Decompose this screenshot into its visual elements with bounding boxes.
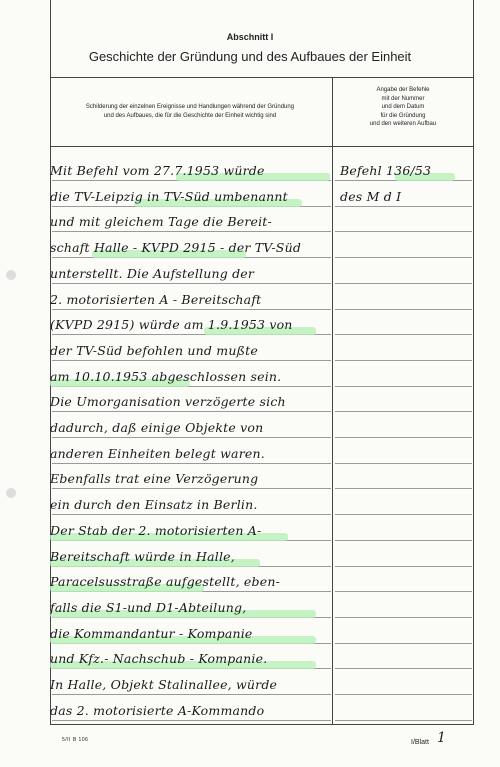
right-column-header	[334, 86, 472, 129]
ruled-line-left	[52, 488, 331, 489]
handwritten-line: das 2. motorisierte A-Kommando	[50, 703, 265, 718]
ruled-line-right	[335, 566, 472, 567]
sheet-label: I/Blatt	[411, 739, 429, 746]
handwritten-line: dadurch, daß einige Objekte von	[50, 420, 264, 435]
right-border	[473, 0, 474, 724]
ruled-line-left	[52, 360, 331, 361]
section-label: Abschnitt I	[226, 32, 274, 42]
ruled-line-left	[52, 309, 331, 310]
handwritten-line: falls die S1-und D1-Abteilung,	[50, 600, 247, 615]
right-column-header-line: mit der Nummer	[381, 95, 425, 102]
ruled-line-right	[335, 591, 472, 592]
bottom-rule	[50, 724, 474, 725]
sheet-number: 1	[437, 730, 446, 746]
handwritten-line: 2. motorisierten A - Bereitschaft	[50, 292, 262, 307]
ruled-line-left	[52, 694, 331, 695]
handwritten-line: und Kfz.- Nachschub - Kompanie.	[50, 651, 268, 666]
ruled-line-left	[52, 463, 331, 464]
handwritten-line: In Halle, Objekt Stalinallee, würde	[50, 677, 278, 692]
ruled-line-left	[52, 514, 331, 515]
handwritten-line: der TV-Süd befohlen und mußte	[50, 343, 258, 358]
ruled-line-right	[335, 309, 472, 310]
right-column-header-line: und dem Datum	[381, 104, 425, 110]
handwritten-line: die TV-Leipzig in TV-Süd umbenannt	[50, 189, 288, 204]
ruled-line-left	[52, 231, 331, 232]
handwritten-line: Ebenfalls trat eine Verzögerung	[50, 471, 259, 486]
handwritten-line: schaft Halle - KVPD 2915 - der TV-Süd	[50, 240, 302, 255]
ruled-line-right	[335, 360, 472, 361]
ruled-line-right	[335, 617, 472, 618]
right-column-header-line: für die Gründung	[380, 112, 426, 119]
handwritten-line: Bereitschaft würde in Halle,	[50, 549, 235, 564]
ruled-line-right	[335, 257, 472, 258]
ruled-line-right	[335, 334, 472, 335]
handwritten-line: unterstellt. Die Aufstellung der	[50, 266, 255, 281]
handwritten-line: am 10.10.1953 abgeschlossen sein.	[50, 369, 282, 384]
header-rule	[50, 77, 474, 78]
handwritten-line: und mit gleichem Tage die Bereit-	[50, 214, 272, 229]
ruled-line-right	[335, 694, 472, 695]
handwritten-line: Paracelsusstraße aufgestellt, eben-	[50, 574, 280, 589]
ruled-line-right	[335, 720, 472, 721]
ruled-line-right	[335, 283, 472, 284]
handwritten-line: (KVPD 2915) würde am 1.9.1953 von	[50, 317, 293, 332]
punch-hole-bottom	[6, 488, 16, 498]
ruled-line-right	[335, 488, 472, 489]
page-title: Geschichte der Gründung und des Aufbaues der Einheit	[88, 49, 412, 64]
ruled-line-left	[52, 437, 331, 438]
handwritten-line: die Kommandantur - Kompanie	[50, 626, 253, 641]
order-issuer: des M d I	[340, 189, 402, 204]
ruled-line-right	[335, 411, 472, 412]
column-header-rule	[50, 146, 474, 147]
handwritten-line: anderen Einheiten belegt waren.	[50, 446, 265, 461]
ruled-line-right	[335, 514, 472, 515]
handwritten-line: Der Stab der 2. motorisierten A-	[50, 523, 262, 538]
right-column-header-line: und den weiteren Aufbau	[369, 121, 437, 127]
order-reference: Befehl 136/53	[340, 163, 432, 178]
handwritten-line: ein durch den Einsatz in Berlin.	[50, 497, 258, 512]
ruled-line-left	[52, 283, 331, 284]
handwritten-line: Die Umorganisation verzögerte sich	[50, 394, 286, 409]
form-code: 5/II B 106	[62, 737, 89, 743]
ruled-line-right	[335, 437, 472, 438]
ruled-line-right	[335, 643, 472, 644]
ruled-line-left	[52, 411, 331, 412]
ruled-line-right	[335, 540, 472, 541]
ruled-line-left	[52, 720, 331, 721]
handwritten-line: Mit Befehl vom 27.7.1953 würde	[50, 163, 265, 178]
ruled-line-right	[335, 231, 472, 232]
ruled-line-right	[335, 668, 472, 669]
punch-hole-top	[6, 270, 16, 280]
column-divider	[332, 78, 333, 724]
left-column-header-line2: und des Aufbaues, die für die Geschichte der Einheit wichtig sind	[103, 112, 277, 119]
ruled-line-right	[335, 206, 472, 207]
ruled-line-right	[335, 386, 472, 387]
ruled-line-right	[335, 463, 472, 464]
right-column-header-line: Angabe der Befehle	[376, 87, 430, 93]
left-column-header-line1: Schilderung der einzelnen Ereignisse und Handlungen während der Gründung	[85, 104, 295, 110]
left-column-header	[52, 103, 328, 120]
